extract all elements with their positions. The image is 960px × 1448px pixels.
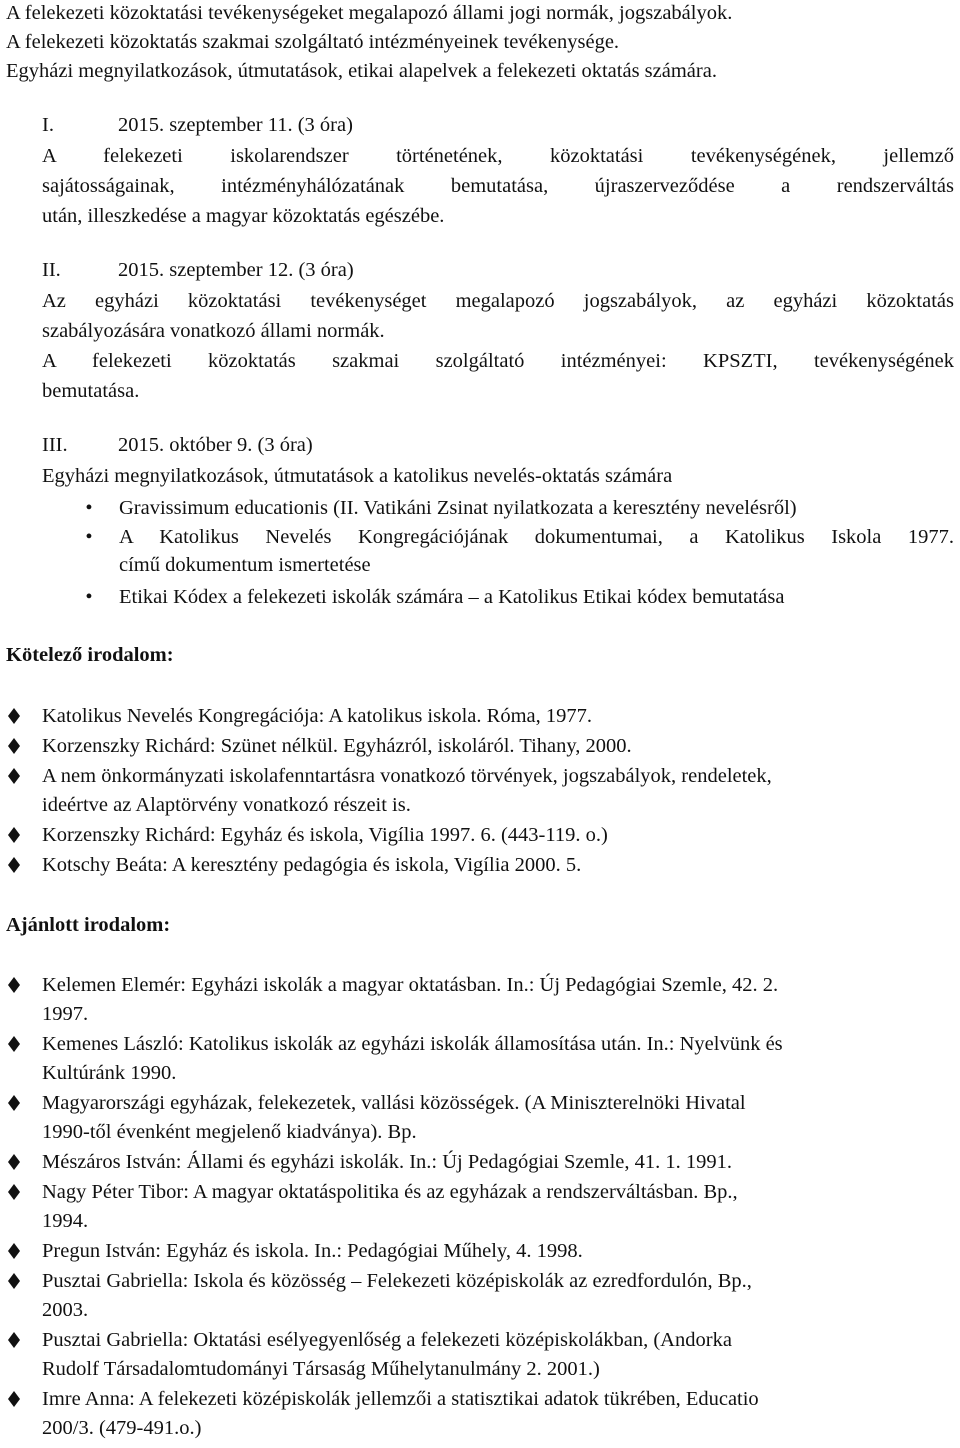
diamond-bullet-icon bbox=[6, 826, 22, 844]
session-2-line-3: A felekezeti közoktatás szakmai szolgáltató intézményei: KPSZTI, tevékenységének bbox=[42, 350, 954, 372]
recommended-item-3-cont: 1990-től évenként megjelenő kiadványa). Bp. bbox=[42, 1121, 417, 1143]
recommended-item-3: Magyarországi egyházak, felekezetek, vallási közösségek. (A Miniszterelnöki Hivatal bbox=[42, 1092, 746, 1114]
required-item-3-cont: ideértve az Alaptörvény vonatkozó részeit is. bbox=[42, 794, 411, 816]
recommended-item-9-cont: 200/3. (479-491.o.) bbox=[42, 1417, 202, 1439]
intro-line-2: A felekezeti közoktatás szakmai szolgáltató intézményeinek tevékenysége. bbox=[6, 31, 620, 53]
session-2-date: 2015. szeptember 12. bbox=[118, 259, 294, 281]
required-item-4: Korzenszky Richárd: Egyház és iskola, Vigília 1997. 6. (443-119. o.) bbox=[42, 824, 608, 846]
session-3-bullet-2: A Katolikus Nevelés Kongregációjának dokumentumai, a Katolikus Iskola 1977. bbox=[119, 526, 954, 548]
session-1-line-2: sajátosságainak, intézményhálózatának bemutatása, újraszerveződése a rendszerváltás bbox=[42, 175, 954, 197]
diamond-bullet-icon bbox=[6, 1390, 22, 1408]
session-3-bullet-2-cont: című dokumentum ismertetése bbox=[119, 554, 371, 576]
required-item-1: Katolikus Nevelés Kongregációja: A katolikus iskola. Róma, 1977. bbox=[42, 705, 592, 727]
session-1-line-1: A felekezeti iskolarendszer történetének, közoktatási tevékenységének, jellemző bbox=[42, 145, 954, 167]
session-1-hours: (3 óra) bbox=[297, 114, 353, 136]
diamond-bullet-icon bbox=[6, 856, 22, 874]
recommended-item-6: Pregun István: Egyház és iskola. In.: Pedagógiai Műhely, 4. 1998. bbox=[42, 1240, 583, 1262]
recommended-item-2-cont: Kultúránk 1990. bbox=[42, 1062, 177, 1084]
recommended-item-4: Mészáros István: Állami és egyházi iskolák. In.: Új Pedagógiai Szemle, 41. 1. 1991. bbox=[42, 1151, 733, 1173]
recommended-item-2: Kemenes László: Katolikus iskolák az egyházi iskolák államosítása után. In.: Nyelvünk és bbox=[42, 1033, 783, 1055]
session-2-line-1: Az egyházi közoktatási tevékenységet megalapozó jogszabályok, az egyházi közoktatás bbox=[42, 290, 954, 312]
diamond-bullet-icon bbox=[6, 1183, 22, 1201]
required-item-2: Korzenszky Richárd: Szünet nélkül. Egyházról, iskoláról. Tihany, 2000. bbox=[42, 735, 632, 757]
recommended-item-8-cont: Rudolf Társadalomtudományi Társaság Műhelytanulmány 2. 2001.) bbox=[42, 1358, 600, 1380]
diamond-bullet-icon bbox=[6, 1331, 22, 1349]
recommended-item-9: Imre Anna: A felekezeti középiskolák jellemzői a statisztikai adatok tükrében, Educatio bbox=[42, 1388, 759, 1410]
diamond-bullet-icon bbox=[6, 1242, 22, 1260]
bullet-dot-icon: • bbox=[85, 526, 93, 548]
intro-line-1: A felekezeti közoktatási tevékenységeket megalapozó állami jogi normák, jogszabályok. bbox=[6, 2, 733, 24]
recommended-item-5-cont: 1994. bbox=[42, 1210, 89, 1232]
recommended-item-5: Nagy Péter Tibor: A magyar oktatáspolitika és az egyházak a rendszerváltásban. Bp., bbox=[42, 1181, 738, 1203]
diamond-bullet-icon bbox=[6, 707, 22, 725]
diamond-bullet-icon bbox=[6, 1153, 22, 1171]
bullet-dot-icon: • bbox=[85, 497, 93, 519]
recommended-item-8: Pusztai Gabriella: Oktatási esélyegyenlőség a felekezeti középiskolákban, (Andorka bbox=[42, 1329, 732, 1351]
session-2-line-4: bemutatása. bbox=[42, 380, 140, 402]
recommended-item-7-cont: 2003. bbox=[42, 1299, 89, 1321]
required-literature-heading: Kötelező irodalom: bbox=[6, 644, 174, 666]
session-2-number: II. bbox=[42, 259, 61, 281]
session-2-hours: (3 óra) bbox=[298, 259, 354, 281]
diamond-bullet-icon bbox=[6, 1094, 22, 1112]
session-3-number: III. bbox=[42, 434, 68, 456]
diamond-bullet-icon bbox=[6, 767, 22, 785]
required-item-3: A nem önkormányzati iskolafenntartásra vonatkozó törvények, jogszabályok, rendeletek, bbox=[42, 765, 772, 787]
recommended-literature-heading: Ajánlott irodalom: bbox=[6, 914, 171, 936]
diamond-bullet-icon bbox=[6, 976, 22, 994]
session-3-hours: (3 óra) bbox=[257, 434, 313, 456]
session-3-header bbox=[42, 430, 313, 460]
session-1-date: 2015. szeptember 11. bbox=[118, 114, 293, 136]
session-1-line-3: után, illeszkedése a magyar közoktatás egészébe. bbox=[42, 205, 445, 227]
required-item-5: Kotschy Beáta: A keresztény pedagógia és iskola, Vigília 2000. 5. bbox=[42, 854, 582, 876]
session-1-header bbox=[42, 110, 353, 140]
session-3-bullet-3: Etikai Kódex a felekezeti iskolák számára – a Katolikus Etikai kódex bemutatása bbox=[119, 586, 785, 608]
session-3-line-1: Egyházi megnyilatkozások, útmutatások a katolikus nevelés-oktatás számára bbox=[42, 465, 673, 487]
recommended-item-1: Kelemen Elemér: Egyházi iskolák a magyar oktatásban. In.: Új Pedagógiai Szemle, 42. 2. bbox=[42, 974, 779, 996]
session-3-date: 2015. október 9. bbox=[118, 434, 253, 456]
bullet-dot-icon: • bbox=[85, 586, 93, 608]
session-3-bullet-1: Gravissimum educationis (II. Vatikáni Zsinat nyilatkozata a keresztény nevelésről) bbox=[119, 497, 797, 519]
session-2-header bbox=[42, 255, 354, 285]
recommended-item-1-cont: 1997. bbox=[42, 1003, 89, 1025]
diamond-bullet-icon bbox=[6, 1035, 22, 1053]
diamond-bullet-icon bbox=[6, 737, 22, 755]
diamond-bullet-icon bbox=[6, 1272, 22, 1290]
intro-line-3: Egyházi megnyilatkozások, útmutatások, etikai alapelvek a felekezeti oktatás számára. bbox=[6, 60, 717, 82]
session-1-number: I. bbox=[42, 114, 54, 136]
session-2-line-2: szabályozására vonatkozó állami normák. bbox=[42, 320, 385, 342]
recommended-item-7: Pusztai Gabriella: Iskola és közösség – Felekezeti középiskolák az ezredfordulón, Bp., bbox=[42, 1270, 752, 1292]
